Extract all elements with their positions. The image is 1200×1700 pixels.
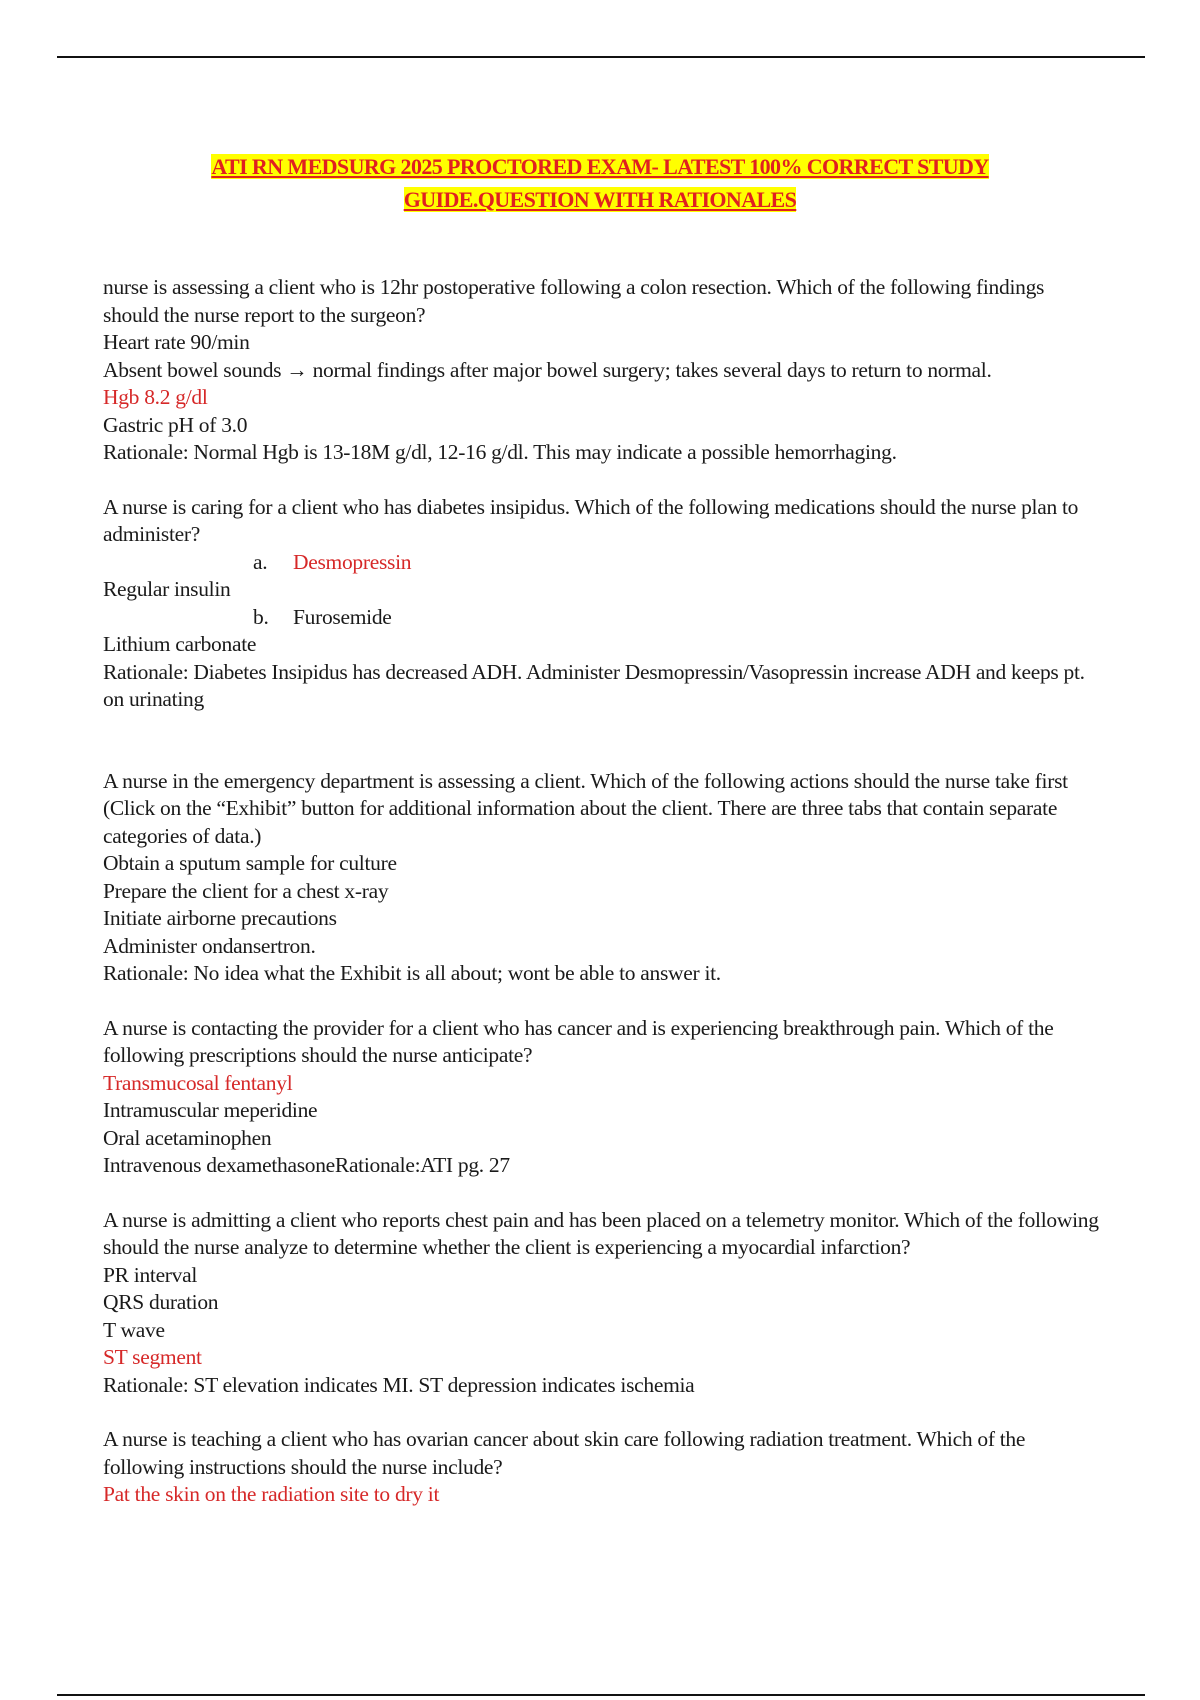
- question-stem: A nurse is teaching a client who has ovarian cancer about skin care following radiation treatment. Which of the following instructions should the nurse include?: [103, 1427, 1026, 1479]
- correct-answer-option: ST segment: [103, 1345, 202, 1369]
- correct-answer-option: Pat the skin on the radiation site to dry it: [103, 1482, 440, 1506]
- document-title: [0, 150, 1200, 216]
- question-5: [103, 1207, 1103, 1400]
- question-4: [103, 1015, 1103, 1180]
- correct-answer-option: Hgb 8.2 g/dl: [103, 385, 208, 409]
- top-rule: [57, 56, 1145, 58]
- rationale: Rationale: Normal Hgb is 13-18M g/dl, 12-16 g/dl. This may indicate a possible hemorrhaging.: [103, 440, 897, 464]
- answer-option: Gastric pH of 3.0: [103, 412, 248, 437]
- question-list: [103, 274, 1103, 1536]
- question-2: [103, 494, 1103, 714]
- answer-option: Initiate airborne precautions: [103, 906, 337, 930]
- question-1: [103, 274, 1103, 467]
- answer-option: Intravenous dexamethasoneRationale:ATI pg. 27: [103, 1153, 510, 1177]
- answer-option: Absent bowel sounds → normal findings after major bowel surgery; takes several days to return to normal.: [103, 357, 992, 382]
- correct-answer-text: Desmopressin: [293, 549, 412, 574]
- question-stem: A nurse is admitting a client who reports chest pain and has been placed on a telemetry monitor. Which of the following should the nurse analyze to determine whether the client is experiencing a myocardial infarction?: [103, 1207, 1099, 1259]
- title-line-2: GUIDE.QUESTION WITH RATIONALES: [403, 187, 797, 212]
- rationale: Rationale: No idea what the Exhibit is all about; wont be able to answer it.: [103, 961, 721, 985]
- answer-option: QRS duration: [103, 1290, 219, 1314]
- question-6: [103, 1426, 1103, 1509]
- rationale: Rationale: Diabetes Insipidus has decreased ADH. Administer Desmopressin/Vasopressin increase ADH and keeps pt. on urinating: [103, 659, 1085, 711]
- correct-answer-option: Transmucosal fentanyl: [103, 1070, 293, 1095]
- answer-option: Administer ondansertron.: [103, 933, 316, 958]
- answer-option-a: [103, 549, 1103, 577]
- question-stem: A nurse is caring for a client who has diabetes insipidus. Which of the following medications should the nurse plan to administer?: [103, 494, 1079, 546]
- question-stem: A nurse in the emergency department is assessing a client. Which of the following actions should the nurse take first (Click on the “Exhibit” button for additional information about the client. There are three tabs that contain separate categories of data.): [103, 768, 1068, 848]
- question-3: [103, 768, 1103, 988]
- answer-option: Obtain a sputum sample for culture: [103, 851, 397, 875]
- answer-text: Furosemide: [293, 604, 392, 629]
- answer-option: Intramuscular meperidine: [103, 1098, 318, 1122]
- answer-option: PR interval: [103, 1262, 198, 1287]
- answer-option: Prepare the client for a chest x-ray: [103, 878, 389, 903]
- answer-option: Heart rate 90/min: [103, 330, 250, 354]
- option-marker: b.: [253, 604, 269, 629]
- bottom-rule: [57, 1694, 1145, 1696]
- answer-option: T wave: [103, 1317, 165, 1342]
- answer-option: Oral acetaminophen: [103, 1125, 272, 1150]
- option-marker: a.: [253, 549, 268, 574]
- question-stem: A nurse is contacting the provider for a client who has cancer and is experiencing breakthrough pain. Which of the following prescriptions should the nurse anticipate?: [103, 1015, 1054, 1067]
- title-line-1: ATI RN MEDSURG 2025 PROCTORED EXAM- LATEST 100% CORRECT STUDY: [211, 154, 989, 179]
- answer-option-b: [103, 604, 1103, 632]
- rationale: Rationale: ST elevation indicates MI. ST depression indicates ischemia: [103, 1372, 695, 1397]
- answer-option: Lithium carbonate: [103, 632, 257, 656]
- answer-option: Regular insulin: [103, 577, 231, 601]
- question-stem: nurse is assessing a client who is 12hr postoperative following a colon resection. Which of the following findings should the nurse report to the surgeon?: [103, 275, 1045, 327]
